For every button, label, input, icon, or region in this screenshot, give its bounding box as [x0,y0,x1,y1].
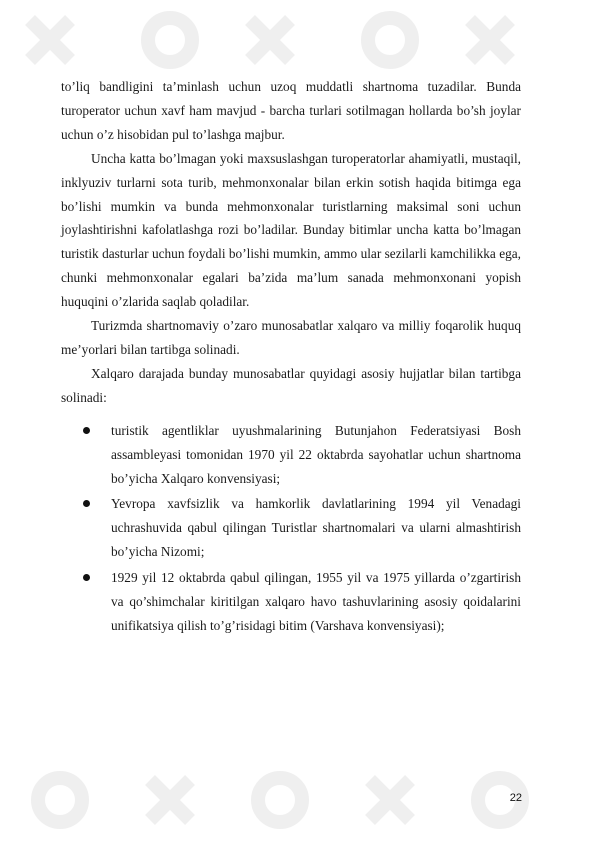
list-item-text: 1929 yil 12 oktabrda qabul qilingan, 1955 yil va 1975 yillarda o’zgartirish va qo’shimchalar kiritilgan xalqaro havo tashuvlarining asosiy qoidalarini unifikatsiya qilish to’g’risidagi bitim (Varshava konvensiyasi); [111,570,521,633]
list-item [61,492,521,564]
list-item-text: turistik agentliklar uyushmalarining Butunjahon Federatsiyasi Bosh assambleyasi tomonidan 1970 yil 22 oktabrda sayohatlar uchun shartnoma bo’yicha Xalqaro konvensiyasi; [111,422,521,486]
paragraph: Turizmda shartnomaviy o’zaro munosabatlar xalqaro va milliy foqarolik huquq me’yorlari bilan tartibga solinadi. [61,318,521,357]
document-body [61,75,521,640]
paragraph: Xalqaro darajada bunday munosabatlar quyidagi asosiy hujjatlar bilan tartibga solinadi: [61,365,521,405]
documents-list [61,419,521,638]
paragraph-continuation: to’liq bandligini ta’minlash uchun uzoq muddatli shartnoma tuzadilar. Bunda turoperator uchun xavf ham mavjud - barcha turlari sotilmagan hollarda bo’sh joylar uchun o’z hisobidan pul to’lashga majbur. [61,79,521,142]
page-number: 22 [509,792,522,804]
bullet-icon [83,427,90,434]
bullet-icon [83,574,90,581]
list-item-text: Yevropa xavfsizlik va hamkorlik davlatlarining 1994 yil Venadagi uchrashuvida qabul qilingan Turistlar shartnomalari va ularni almashtirish bo’yicha Nizomi; [111,496,521,560]
bullet-icon [83,500,90,507]
list-item [61,566,521,638]
list-item [61,419,521,491]
paragraph: Uncha katta bo’lmagan yoki maxsuslashgan turoperatorlar ahamiyatli, mustaqil, inklyuziv turlarni sota turib, mehmonxonalar bilan erkin sotish haqida bitimga ega bo’lishi mumkin va bunda mehmonxonalar turistlarning maksimal soni uchun joylashtirishni kafolatlashga rozi bo’ladilar. Bunday bitimlar uncha katta bo’lmagan turistik dasturlar uchun foydali bo’lishi mumkin, ammo ular sezilarli kamchilikka ega, chunki mehmonxonalar egalari ba’zida ma’lum sanada mehmonxonani yopish huquqini o’zlarida saqlab qoladilar. [61,150,521,310]
